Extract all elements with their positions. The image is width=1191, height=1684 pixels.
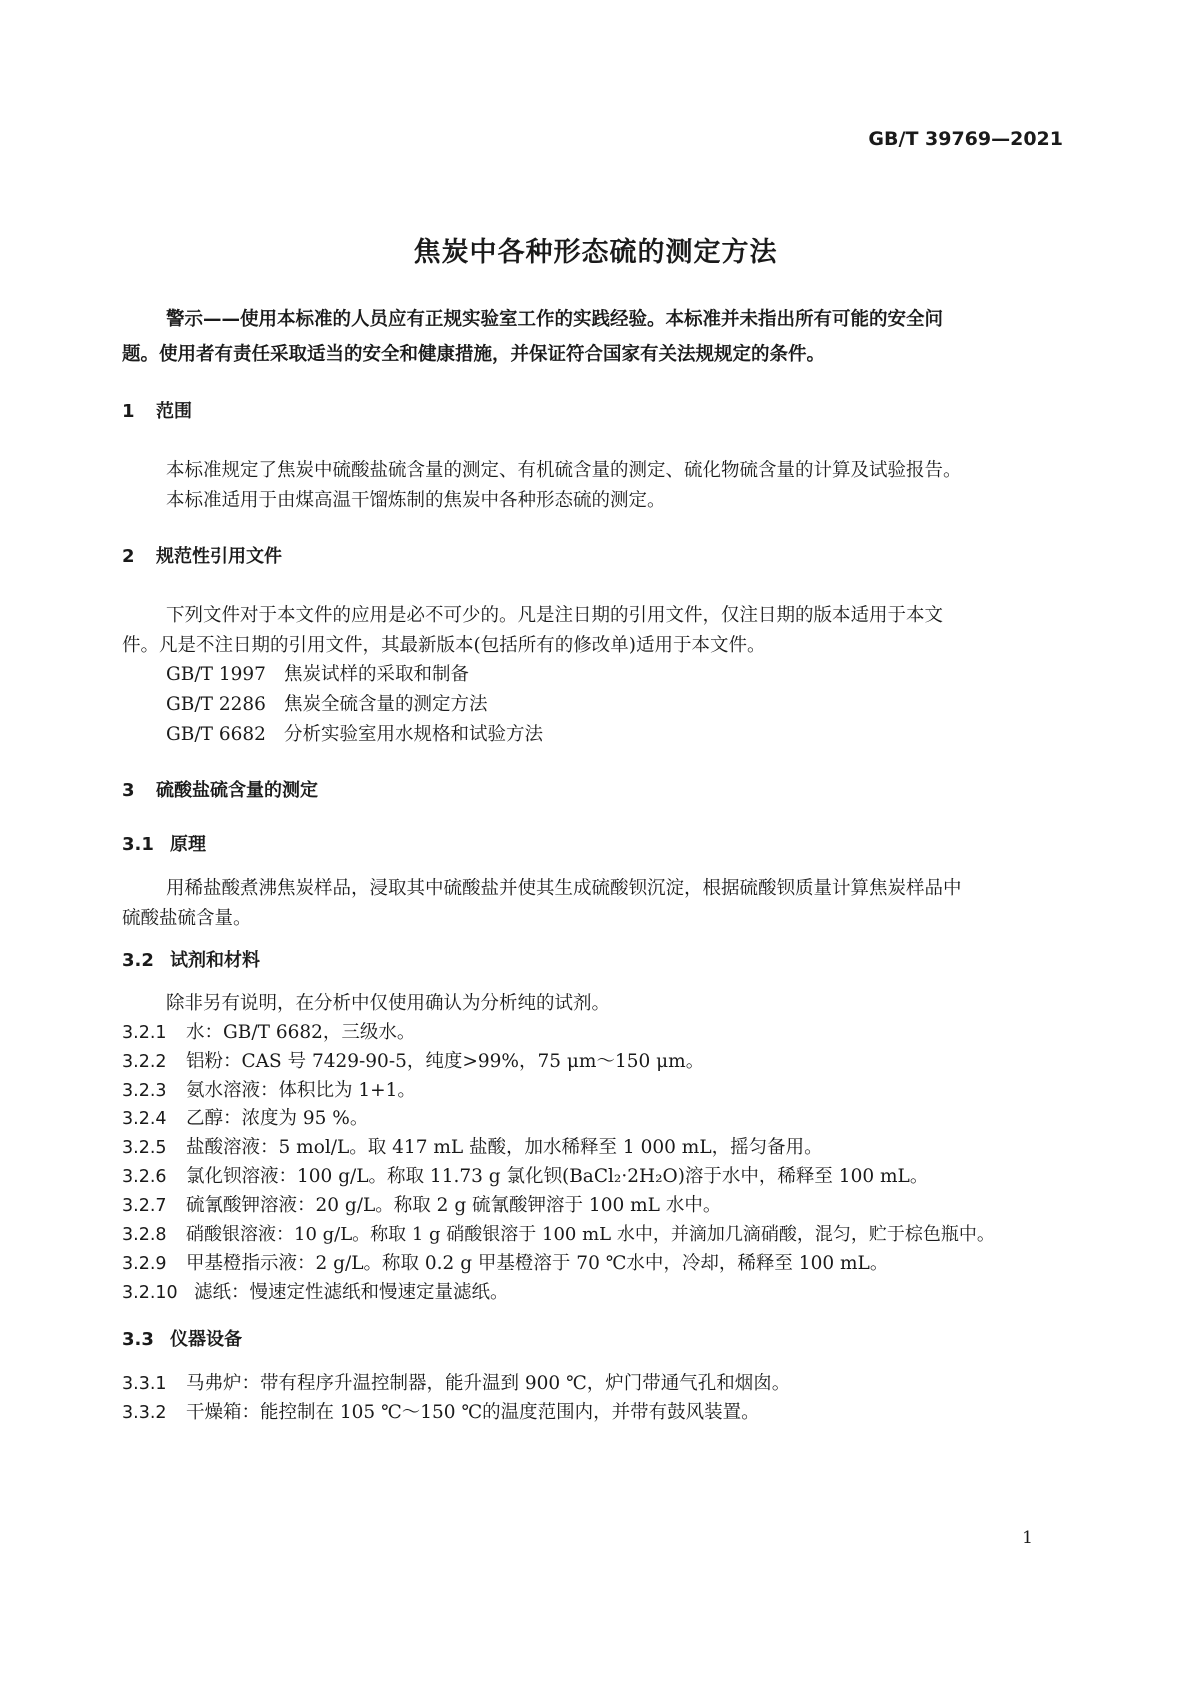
equipment-item — [122, 1398, 760, 1424]
section-2-heading — [122, 542, 282, 568]
section-3-1-title: 原理 — [170, 834, 206, 855]
reagent-text: 氯化钡溶液：100 g/L。称取 11.73 g 氯化钡(BaCl₂·2H₂O)溶于水中，稀释至 100 mL。 — [186, 1166, 929, 1187]
reagent-item — [122, 1076, 416, 1102]
equipment-number: 3.3.2 — [122, 1403, 167, 1423]
section-3-1-heading — [122, 830, 206, 856]
reference-item — [166, 690, 488, 716]
reagent-item — [122, 1191, 721, 1217]
section-3-2-heading — [122, 946, 260, 972]
section-3-number: 3 — [122, 780, 135, 801]
equipment-text: 马弗炉：带有程序升温控制器，能升温到 900 ℃，炉门带通气孔和烟囱。 — [186, 1373, 791, 1394]
warning-line-2: 题。使用者有责任采取适当的安全和健康措施，并保证符合国家有关法规规定的条件。 — [122, 344, 826, 365]
reagent-number: 3.2.10 — [122, 1283, 178, 1303]
section-3-title: 硫酸盐硫含量的测定 — [156, 780, 318, 801]
section-3-3-number: 3.3 — [122, 1329, 154, 1350]
reagent-text: 乙醇：浓度为 95 %。 — [186, 1108, 369, 1129]
reagent-item — [122, 1278, 509, 1304]
document-title: 焦炭中各种形态硫的测定方法 — [413, 237, 778, 268]
warning-line-1: 警示——使用本标准的人员应有正规实验室工作的实践经验。本标准并未指出所有可能的安全问 — [166, 309, 944, 330]
reagent-item — [122, 1133, 823, 1159]
reagent-text: 盐酸溶液：5 mol/L。取 417 mL 盐酸，加水稀释至 1 000 mL，摇匀备用。 — [186, 1137, 823, 1158]
standard-number: GB/T 39769—2021 — [868, 128, 1063, 150]
reagent-item — [122, 1162, 928, 1188]
section-2-number: 2 — [122, 546, 135, 567]
section-3-1-number: 3.1 — [122, 834, 154, 855]
reference-item — [166, 720, 543, 746]
equipment-item — [122, 1369, 790, 1395]
reagent-text: 甲基橙指示液：2 g/L。称取 0.2 g 甲基橙溶于 70 ℃水中，冷却，稀释至 100 mL。 — [186, 1253, 889, 1274]
reagent-item — [122, 1047, 704, 1073]
section-3-2-intro: 除非另有说明，在分析中仅使用确认为分析纯的试剂。 — [166, 993, 611, 1014]
reference-name: 分析实验室用水规格和试验方法 — [284, 724, 544, 745]
reagent-text: 氨水溶液：体积比为 1+1。 — [186, 1080, 416, 1101]
reference-code: GB/T 2286 — [166, 694, 266, 715]
reagent-item — [122, 1104, 368, 1130]
reference-code: GB/T 6682 — [166, 724, 266, 745]
equipment-text: 干燥箱：能控制在 105 ℃～150 ℃的温度范围内，并带有鼓风装置。 — [186, 1402, 760, 1423]
section-3-2-number: 3.2 — [122, 950, 154, 971]
reagent-item — [122, 1018, 415, 1044]
reagent-text: 滤纸：慢速定性滤纸和慢速定量滤纸。 — [194, 1282, 509, 1303]
section-3-1-para-line-1: 用稀盐酸煮沸焦炭样品，浸取其中硫酸盐并使其生成硫酸钡沉淀，根据硫酸钡质量计算焦炭样品中 — [166, 878, 962, 899]
reagent-item — [122, 1249, 888, 1275]
reference-item — [166, 660, 469, 686]
reagent-number: 3.2.1 — [122, 1023, 167, 1043]
section-3-2-title: 试剂和材料 — [170, 950, 260, 971]
section-1-title: 范围 — [156, 401, 192, 422]
section-1-para-1: 本标准规定了焦炭中硫酸盐硫含量的测定、有机硫含量的测定、硫化物硫含量的计算及试验报告。 — [166, 460, 962, 481]
reference-name: 焦炭全硫含量的测定方法 — [284, 694, 488, 715]
reference-name: 焦炭试样的采取和制备 — [284, 664, 470, 685]
reagent-number: 3.2.3 — [122, 1081, 167, 1101]
reagent-number: 3.2.7 — [122, 1196, 167, 1216]
reagent-number: 3.2.8 — [122, 1225, 167, 1245]
section-2-title: 规范性引用文件 — [156, 546, 282, 567]
reagent-text: 水：GB/T 6682，三级水。 — [186, 1022, 416, 1043]
reagent-text: 硫氰酸钾溶液：20 g/L。称取 2 g 硫氰酸钾溶于 100 mL 水中。 — [186, 1195, 722, 1216]
section-1-heading — [122, 397, 192, 423]
section-2-para-line-1: 下列文件对于本文件的应用是必不可少的。凡是注日期的引用文件，仅注日期的版本适用于本文 — [166, 605, 944, 626]
reference-code: GB/T 1997 — [166, 664, 266, 685]
reagent-text: 硝酸银溶液：10 g/L。称取 1 g 硝酸银溶于 100 mL 水中，并滴加几滴硝酸，混匀，贮于棕色瓶中。 — [186, 1224, 995, 1245]
section-1-number: 1 — [122, 401, 135, 422]
reagent-text: 铝粉：CAS 号 7429-90-5，纯度>99%，75 μm～150 μm。 — [186, 1051, 705, 1072]
reagent-number: 3.2.5 — [122, 1138, 167, 1158]
reagent-number: 3.2.9 — [122, 1254, 167, 1274]
section-3-3-heading — [122, 1325, 242, 1351]
section-3-1-para-line-2: 硫酸盐硫含量。 — [122, 908, 252, 929]
reagent-item — [122, 1220, 995, 1246]
section-1-para-2: 本标准适用于由煤高温干馏炼制的焦炭中各种形态硫的测定。 — [166, 490, 666, 511]
reagent-number: 3.2.2 — [122, 1052, 167, 1072]
section-2-para-line-2: 件。凡是不注日期的引用文件，其最新版本(包括所有的修改单)适用于本文件。 — [122, 635, 766, 656]
section-3-3-title: 仪器设备 — [170, 1329, 242, 1350]
reagent-number: 3.2.6 — [122, 1167, 167, 1187]
reagent-number: 3.2.4 — [122, 1109, 167, 1129]
page-number: 1 — [1022, 1528, 1033, 1548]
section-3-heading — [122, 776, 318, 802]
equipment-number: 3.3.1 — [122, 1374, 167, 1394]
